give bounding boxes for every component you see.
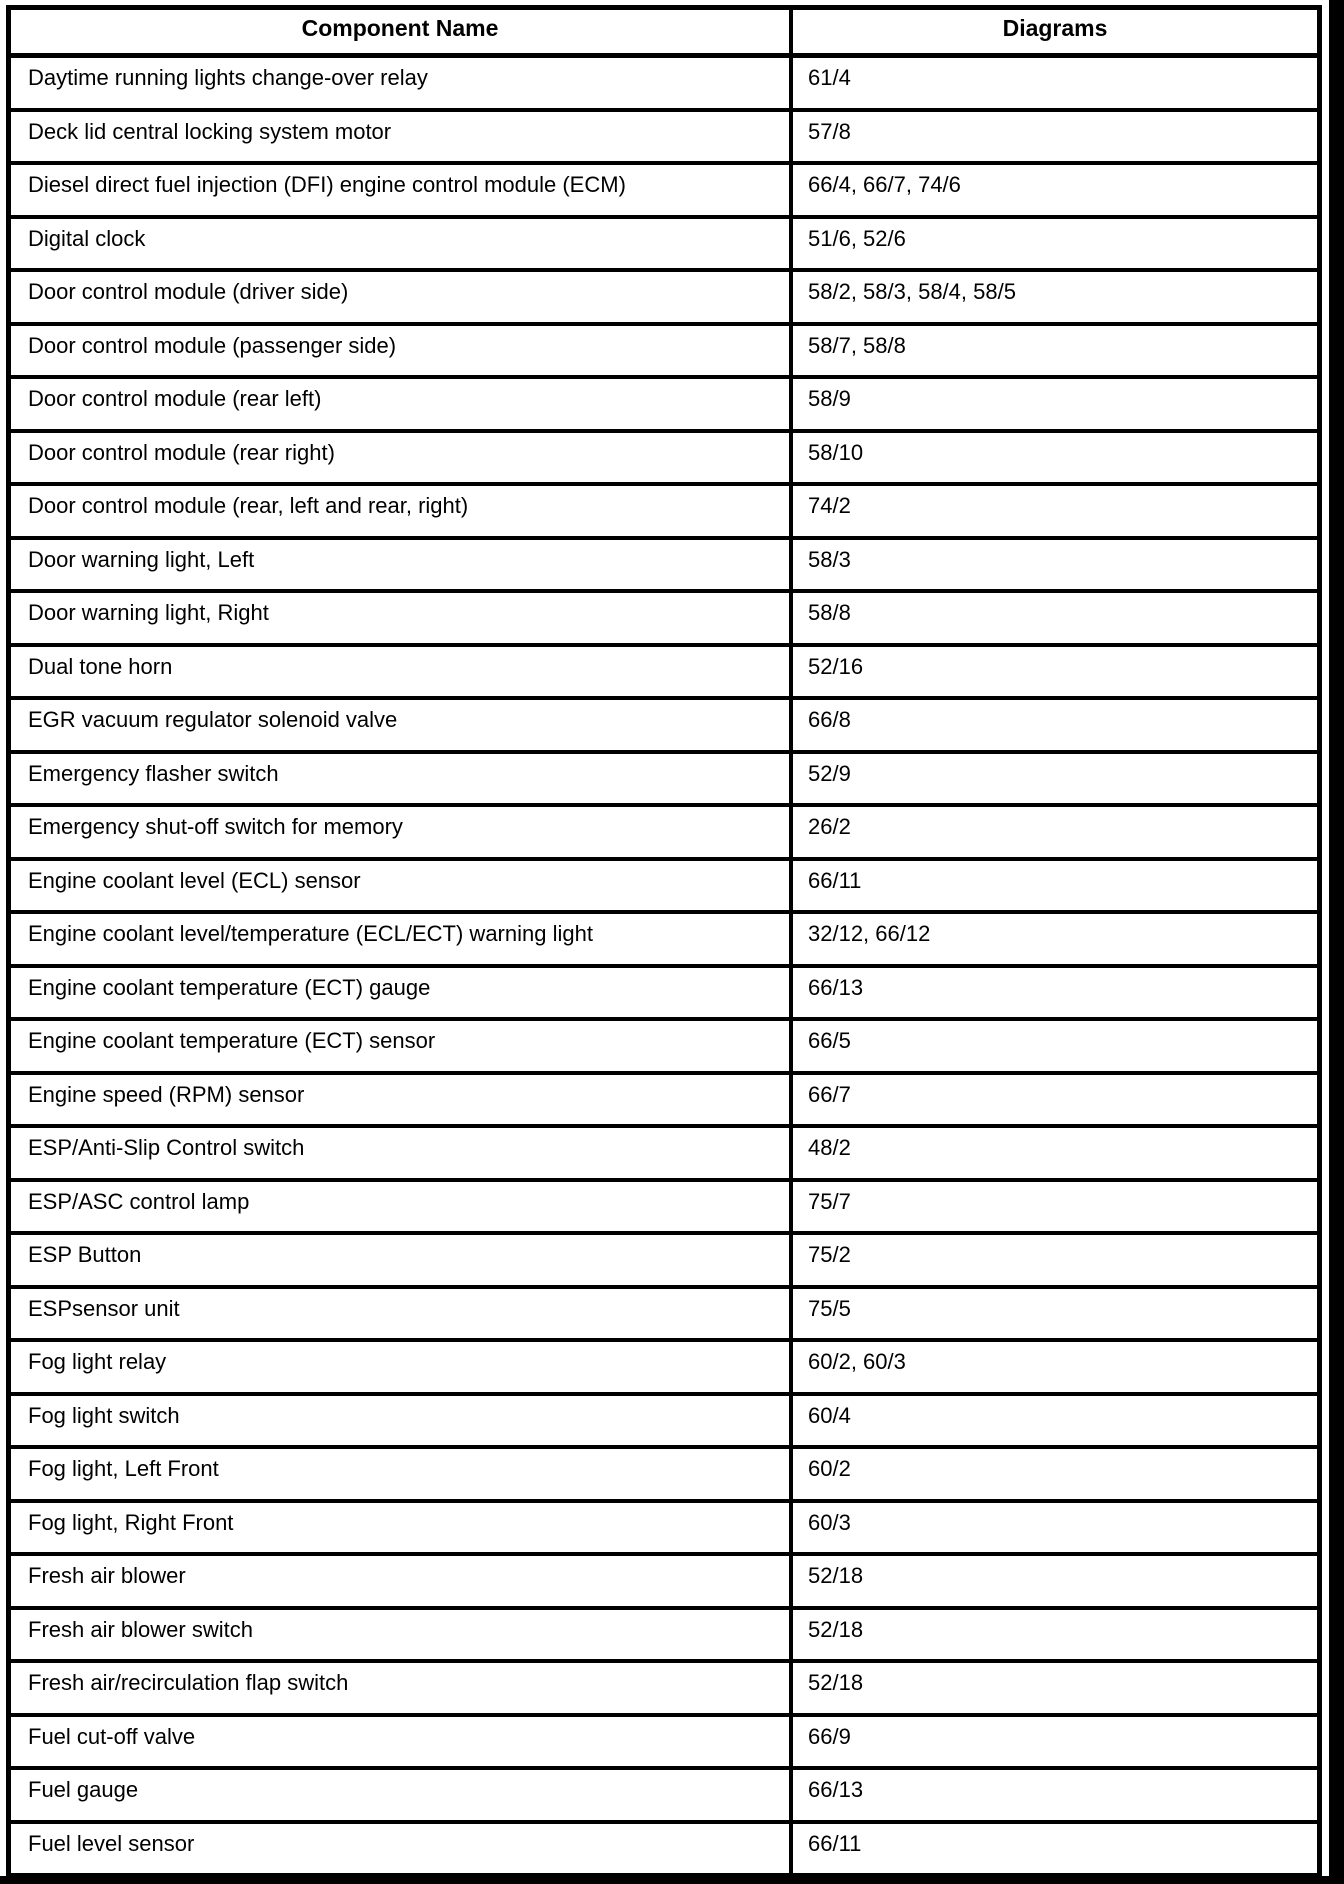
table-row xyxy=(11,914,1317,968)
diagrams-cell: 60/4 xyxy=(808,1402,851,1428)
component-name-cell: Fuel cut-off valve xyxy=(11,1717,793,1767)
component-name-cell: ESP/ASC control lamp xyxy=(11,1182,793,1232)
table-row xyxy=(11,807,1317,861)
diagrams-cell: 66/9 xyxy=(808,1723,851,1749)
table-row xyxy=(11,1824,1317,1874)
component-name-cell: Diesel direct fuel injection (DFI) engine control module (ECM) xyxy=(11,165,793,215)
component-name-cell: Door control module (passenger side) xyxy=(11,326,793,376)
table-row xyxy=(11,1503,1317,1557)
component-name-cell: Dual tone horn xyxy=(11,647,793,697)
table-row xyxy=(11,379,1317,433)
component-name-cell: Fog light, Left Front xyxy=(11,1449,793,1499)
table-row xyxy=(11,1717,1317,1771)
diagrams-cell: 75/2 xyxy=(808,1242,851,1268)
table-row xyxy=(11,861,1317,915)
component-name-cell: Fuel gauge xyxy=(11,1770,793,1820)
table-row xyxy=(11,326,1317,380)
component-name-cell: Door control module (rear, left and rear, right) xyxy=(11,486,793,536)
table-row xyxy=(11,1396,1317,1450)
component-diagram-table xyxy=(6,5,1322,1878)
table-row xyxy=(11,433,1317,487)
diagrams-cell: 57/8 xyxy=(808,118,851,144)
table-row xyxy=(11,1663,1317,1717)
table-row xyxy=(11,754,1317,808)
component-name-cell: Fog light switch xyxy=(11,1396,793,1446)
component-name-cell: ESPsensor unit xyxy=(11,1289,793,1339)
component-name-cell: Fog light, Right Front xyxy=(11,1503,793,1553)
table-row xyxy=(11,1610,1317,1664)
component-name-cell: Emergency flasher switch xyxy=(11,754,793,804)
table-row xyxy=(11,593,1317,647)
component-name-cell: ESP/Anti-Slip Control switch xyxy=(11,1128,793,1178)
component-name-cell: Engine coolant temperature (ECT) sensor xyxy=(11,1021,793,1071)
table-row xyxy=(11,1075,1317,1129)
table-row xyxy=(11,1235,1317,1289)
diagrams-cell: 48/2 xyxy=(808,1135,851,1161)
diagrams-cell: 58/2, 58/3, 58/4, 58/5 xyxy=(808,279,1016,305)
diagrams-cell: 66/13 xyxy=(808,974,864,1000)
header-cell-component-name: Component Name xyxy=(11,10,793,53)
diagrams-cell: 60/2, 60/3 xyxy=(808,1349,906,1375)
component-name-cell: Daytime running lights change-over relay xyxy=(11,58,793,108)
component-name-cell: Emergency shut-off switch for memory xyxy=(11,807,793,857)
table-row xyxy=(11,647,1317,701)
component-name-cell: ESP Button xyxy=(11,1235,793,1285)
diagrams-cell: 58/10 xyxy=(808,439,864,465)
diagrams-cell: 66/5 xyxy=(808,1028,851,1054)
component-name-cell: Engine speed (RPM) sensor xyxy=(11,1075,793,1125)
table-row xyxy=(11,1770,1317,1824)
diagrams-cell: 58/9 xyxy=(808,386,851,412)
table-row xyxy=(11,1556,1317,1610)
component-name-cell: Door control module (rear left) xyxy=(11,379,793,429)
table-row xyxy=(11,165,1317,219)
table-row xyxy=(11,272,1317,326)
diagrams-cell: 58/7, 58/8 xyxy=(808,332,906,358)
diagrams-cell: 60/2 xyxy=(808,1456,851,1482)
diagrams-cell: 74/2 xyxy=(808,493,851,519)
component-name-cell: Fog light relay xyxy=(11,1342,793,1392)
table-row xyxy=(11,540,1317,594)
diagrams-cell: 66/7 xyxy=(808,1081,851,1107)
component-name-cell: Door warning light, Right xyxy=(11,593,793,643)
table-row xyxy=(11,112,1317,166)
scan-artifact-right-bar xyxy=(1329,0,1344,1884)
diagrams-cell: 52/9 xyxy=(808,760,851,786)
component-name-cell: Door control module (rear right) xyxy=(11,433,793,483)
table-row xyxy=(11,1289,1317,1343)
diagrams-cell: 52/16 xyxy=(808,653,864,679)
table-body xyxy=(11,58,1317,1873)
diagrams-cell: 52/18 xyxy=(808,1616,864,1642)
table-row xyxy=(11,1449,1317,1503)
component-name-cell: Fuel level sensor xyxy=(11,1824,793,1874)
component-name-cell: Digital clock xyxy=(11,219,793,269)
table-row xyxy=(11,1128,1317,1182)
diagrams-cell: 66/11 xyxy=(808,1830,862,1856)
diagrams-cell: 66/11 xyxy=(808,867,862,893)
diagrams-cell: 52/18 xyxy=(808,1670,864,1696)
diagrams-cell: 61/4 xyxy=(808,65,851,91)
component-name-cell: Engine coolant level (ECL) sensor xyxy=(11,861,793,911)
component-name-cell: Engine coolant level/temperature (ECL/ECT) warning light xyxy=(11,914,793,964)
diagrams-cell: 75/7 xyxy=(808,1188,851,1214)
table-header-row xyxy=(11,10,1317,58)
diagrams-cell: 26/2 xyxy=(808,814,851,840)
diagrams-cell: 58/3 xyxy=(808,546,851,572)
diagrams-cell: 51/6, 52/6 xyxy=(808,225,906,251)
scan-artifact-bottom-bar xyxy=(0,1876,1344,1884)
diagrams-cell: 52/18 xyxy=(808,1563,864,1589)
component-name-cell: EGR vacuum regulator solenoid valve xyxy=(11,700,793,750)
diagrams-cell: 58/8 xyxy=(808,600,851,626)
table-row xyxy=(11,219,1317,273)
diagrams-cell: 66/13 xyxy=(808,1777,864,1803)
diagrams-cell: 60/3 xyxy=(808,1509,851,1535)
table-row xyxy=(11,700,1317,754)
table-row xyxy=(11,486,1317,540)
diagrams-cell: 32/12, 66/12 xyxy=(808,921,931,947)
table-row xyxy=(11,1342,1317,1396)
diagrams-cell: 66/8 xyxy=(808,707,851,733)
component-name-cell: Engine coolant temperature (ECT) gauge xyxy=(11,968,793,1018)
component-name-cell: Door warning light, Left xyxy=(11,540,793,590)
table-row xyxy=(11,1021,1317,1075)
header-cell-diagrams: Diagrams xyxy=(1002,14,1108,41)
component-name-cell: Door control module (driver side) xyxy=(11,272,793,322)
component-name-cell: Deck lid central locking system motor xyxy=(11,112,793,162)
component-name-cell: Fresh air blower switch xyxy=(11,1610,793,1660)
table-row xyxy=(11,58,1317,112)
table-row xyxy=(11,968,1317,1022)
diagrams-cell: 66/4, 66/7, 74/6 xyxy=(808,172,961,198)
component-name-cell: Fresh air blower xyxy=(11,1556,793,1606)
component-name-cell: Fresh air/recirculation flap switch xyxy=(11,1663,793,1713)
table-row xyxy=(11,1182,1317,1236)
diagrams-cell: 75/5 xyxy=(808,1295,851,1321)
